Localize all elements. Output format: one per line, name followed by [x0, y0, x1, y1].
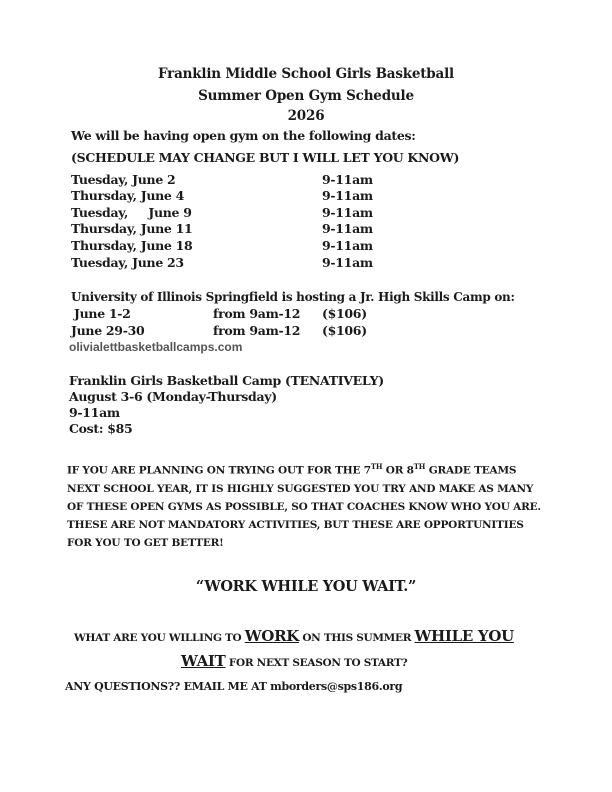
tryout-note-text: GRADE TEAMS NEXT SCHOOL YEAR, IT IS HIGHLY SUGGESTED YOU TRY AND MAKE AS MANY OF THESE OPEN GYMS AS POSSIBLE, SO THAT COACHES KNOW WHO YOU ARE. THESE ARE NOT MANDATORY ACTIVITIES, BUT THESE ARE OPPORTUNITIES FOR YOU TO GET BETTER! — [67, 464, 541, 549]
franklin-camp-time: 9-11am — [69, 405, 120, 420]
emphasis-wait: WAIT — [181, 652, 226, 670]
tryout-note-text: IF YOU ARE PLANNING ON TRYING OUT FOR THE 7 — [67, 464, 371, 477]
schedule-row — [71, 255, 391, 271]
schedule-row — [71, 172, 391, 188]
question-line-1 — [74, 626, 514, 645]
uis-session-cost: ($106) — [322, 323, 367, 338]
schedule-date: Tuesday, June 23 — [71, 255, 184, 270]
uis-session-time: from 9am-12 — [213, 323, 301, 338]
uis-camp-heading: University of Illinois Springfield is hosting a Jr. High Skills Camp on: — [71, 290, 515, 304]
schedule-title: Summer Open Gym Schedule — [198, 88, 414, 104]
year-title: 2026 — [287, 108, 325, 124]
uis-session-time: from 9am-12 — [213, 306, 301, 321]
franklin-camp-dates: August 3-6 (Monday-Thursday) — [69, 389, 277, 404]
schedule-notice: (SCHEDULE MAY CHANGE BUT I WILL LET YOU KNOW) — [71, 150, 460, 165]
superscript: TH — [413, 462, 426, 471]
uis-session-dates: June 29-30 — [71, 323, 145, 338]
schedule-time: 9-11am — [322, 205, 373, 220]
franklin-camp-cost: Cost: $85 — [69, 421, 133, 436]
camp-website-link[interactable]: olivialettbasketballcamps.com — [69, 340, 243, 354]
franklin-camp-heading: Franklin Girls Basketball Camp (TENATIVELY) — [69, 373, 384, 388]
schedule-date: Tuesday, June 9 — [71, 205, 192, 220]
schedule-date: Thursday, June 18 — [71, 238, 193, 253]
school-title: Franklin Middle School Girls Basketball — [158, 66, 454, 82]
emphasis-while-you: WHILE YOU — [414, 627, 514, 645]
uis-session-cost: ($106) — [322, 306, 367, 321]
schedule-time: 9-11am — [322, 221, 373, 236]
intro-text: We will be having open gym on the following dates: — [71, 128, 416, 143]
schedule-time: 9-11am — [322, 255, 373, 270]
schedule-time: 9-11am — [322, 238, 373, 253]
question-text: ON THIS SUMMER — [298, 632, 415, 644]
schedule-time: 9-11am — [322, 172, 373, 187]
question-text: FOR NEXT SEASON TO START? — [225, 657, 408, 669]
schedule-row — [71, 221, 391, 237]
schedule-time: 9-11am — [322, 188, 373, 203]
tryout-note — [67, 458, 547, 552]
schedule-row — [71, 205, 391, 221]
emphasis-work: WORK — [244, 627, 299, 645]
uis-session-dates: June 1-2 — [74, 306, 131, 321]
superscript: TH — [370, 462, 383, 471]
contact-line: ANY QUESTIONS?? EMAIL ME AT mborders@sps186.org — [65, 680, 403, 693]
schedule-date: Tuesday, June 2 — [71, 172, 176, 187]
schedule-row — [71, 188, 391, 204]
question-text: WHAT ARE YOU WILLING TO — [74, 632, 245, 644]
tryout-note-text: OR 8 — [382, 464, 414, 477]
schedule-date: Thursday, June 4 — [71, 188, 185, 203]
schedule-date: Thursday, June 11 — [71, 221, 193, 236]
schedule-row — [71, 238, 391, 254]
motto: “WORK WHILE YOU WAIT.” — [195, 578, 417, 595]
question-line-2 — [181, 651, 407, 670]
